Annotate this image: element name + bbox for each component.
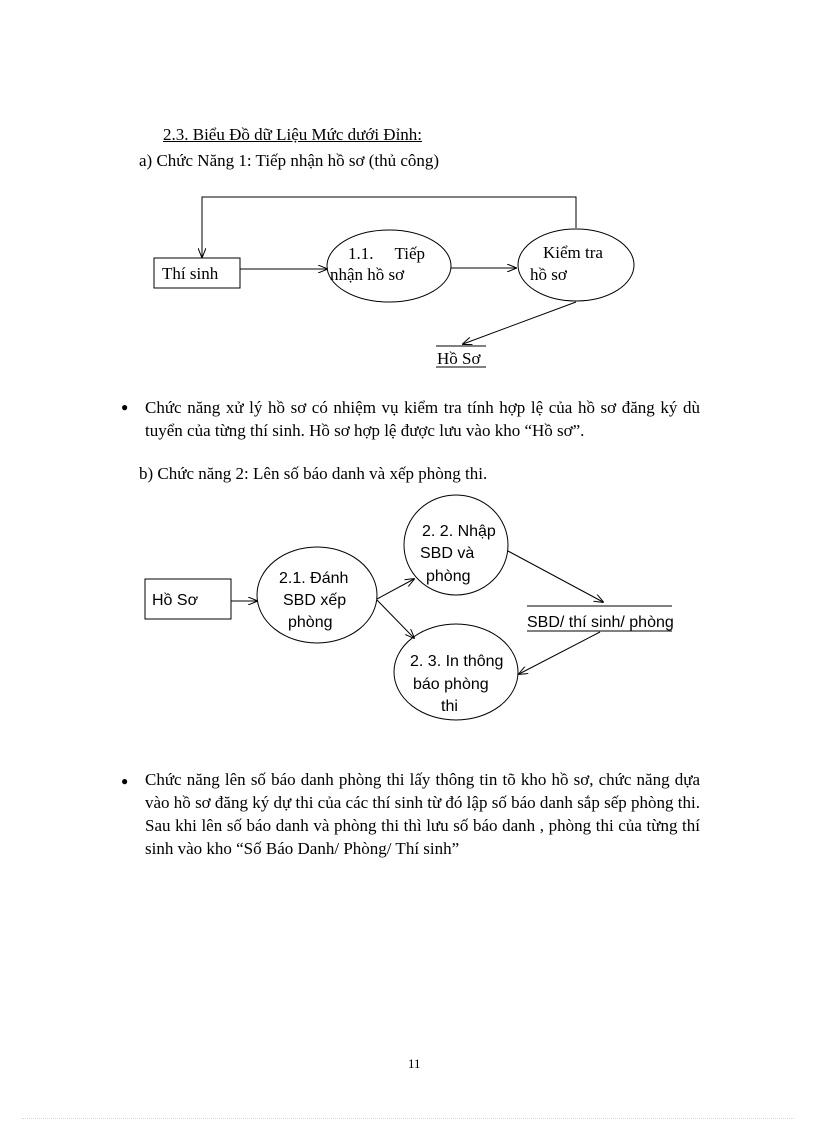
flow-arrow-b2	[377, 579, 414, 599]
process-2-1-label-line2: SBD xếp	[283, 592, 347, 609]
part-a-heading: a) Chức Năng 1: Tiếp nhận hồ sơ (thủ công)	[139, 151, 440, 170]
bullet-dot: ●	[121, 774, 129, 788]
flow-arrow-3	[463, 302, 576, 344]
process-2-2-label-line2: SBD và	[420, 545, 475, 562]
part-b-bullet-text: Chức năng lên số báo danh phòng thi lấy thông tin tõ kho hồ sơ, chức năng dựa vào hồ sơ đăng ký dự thi của các thí sinh từ đó lập số báo danh sắp sếp phòng thi. Sau khi lên số báo danh và phòng thi thì lưu số báo danh , phòng thi của từng thí sinh vào kho “Số Báo Danh/ Phòng/ Thí sinh”	[145, 770, 700, 858]
datastore-sbd-label: SBD/ thí sinh/ phòng	[527, 614, 674, 631]
process-2-1-label-line3: phòng	[288, 614, 333, 631]
process-1-1-label-line2: nhận hồ sơ	[330, 265, 405, 284]
process-kiem-tra-label-line2: hồ sơ	[530, 265, 567, 284]
process-2-1-label-line1: 2.1. Đánh	[279, 570, 349, 587]
part-a-bullet-text: Chức năng xử lý hồ sơ có nhiệm vụ kiểm tra tính hợp lệ của hồ sơ đăng ký dù tuyển của từng thí sinh. Hồ sơ hợp lệ được lưu vào kho “Hồ sơ”.	[145, 398, 700, 440]
bullet-dot: ●	[121, 400, 129, 414]
process-2-3-label-line1: 2. 3. In thông	[410, 653, 504, 670]
process-2-3-label-line2: báo phòng	[413, 676, 489, 693]
process-2-2-label-line1: 2. 2. Nhập	[422, 523, 496, 540]
page-number: 11	[408, 1056, 421, 1071]
entity-ho-so-label: Hồ Sơ	[152, 592, 199, 609]
part-b-heading: b) Chức năng 2: Lên số báo danh và xếp phòng thi.	[139, 464, 488, 483]
process-2-2-label-line3: phòng	[426, 568, 471, 585]
datastore-ho-so-label: Hồ Sơ	[437, 349, 481, 368]
entity-thi-sinh-label: Thí sinh	[162, 264, 219, 283]
flow-arrow-b3	[377, 600, 414, 638]
process-1-1-label-line1: 1.1. Tiếp	[348, 244, 425, 263]
page-bottom-divider	[22, 1118, 794, 1119]
diagram-b	[0, 490, 816, 730]
section-heading: 2.3. Biểu Đồ dữ Liệu Mức dưới Đỉnh:	[163, 125, 423, 144]
flow-arrow-b4	[508, 551, 603, 602]
diagram-a	[0, 0, 816, 380]
process-2-3-label-line3: thi	[441, 698, 458, 715]
flow-arrow-b5	[519, 632, 600, 674]
process-kiem-tra-label-line1: Kiểm tra	[543, 243, 603, 262]
